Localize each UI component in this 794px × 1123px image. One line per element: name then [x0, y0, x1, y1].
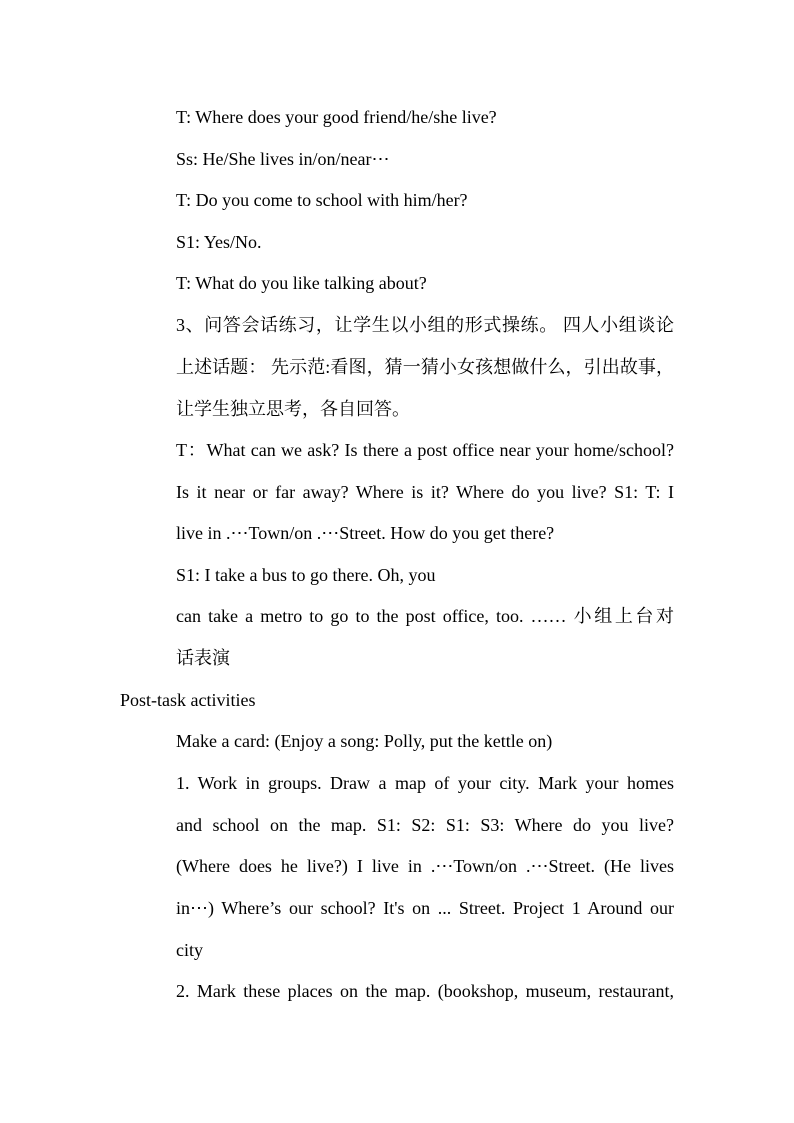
dialogue-line: S1: Yes/No. — [176, 232, 262, 252]
dialogue-line: T: Where does your good friend/he/she live? — [176, 107, 497, 127]
paragraph-line: Make a card: (Enjoy a song: Polly, put the kettle on) — [176, 731, 553, 751]
list-item-line: city — [176, 940, 203, 960]
paragraph-line: 上述话题： 先示范:看图，猜一猜小女孩想做什么，引出故事， — [176, 357, 674, 377]
dialogue-line: T: What do you like talking about? — [176, 273, 427, 293]
list-item-line: (Where does he live?) I live in .⋯Town/on .⋯Street. (He lives — [176, 856, 674, 876]
paragraph-line: Is it near or far away? Where is it? Where do you live? S1: T: I — [176, 482, 674, 502]
dialogue-line: T: Do you come to school with him/her? — [176, 190, 468, 210]
list-item-line: and school on the map. S1: S2: S1: S3: Where do you live? — [176, 815, 674, 835]
paragraph-line: 话表演 — [176, 648, 230, 668]
paragraph-line: T：What can we ask? Is there a post office near your home/school? — [176, 440, 674, 460]
paragraph-line: 让学生独立思考，各自回答。 — [176, 399, 410, 419]
list-item-line: 2. Mark these places on the map. (bookshop, museum, restaurant, — [176, 981, 674, 1001]
paragraph-line: S1: I take a bus to go there. Oh, you — [176, 565, 436, 585]
paragraph-line: live in .⋯Town/on .⋯Street. How do you get there? — [176, 523, 555, 543]
list-item-line: 1. Work in groups. Draw a map of your city. Mark your homes — [176, 773, 674, 793]
dialogue-line: Ss: He/She lives in/on/near⋯ — [176, 149, 390, 169]
section-heading: Post-task activities — [120, 690, 256, 710]
list-item-line: in⋯) Where’s our school? It's on ... Street. Project 1 Around our — [176, 898, 674, 918]
paragraph-line: 3、问答会话练习，让学生以小组的形式操练。 四人小组谈论 — [176, 315, 674, 335]
paragraph-line: can take a metro to go to the post office, too. …… 小组上台对 — [176, 606, 674, 626]
